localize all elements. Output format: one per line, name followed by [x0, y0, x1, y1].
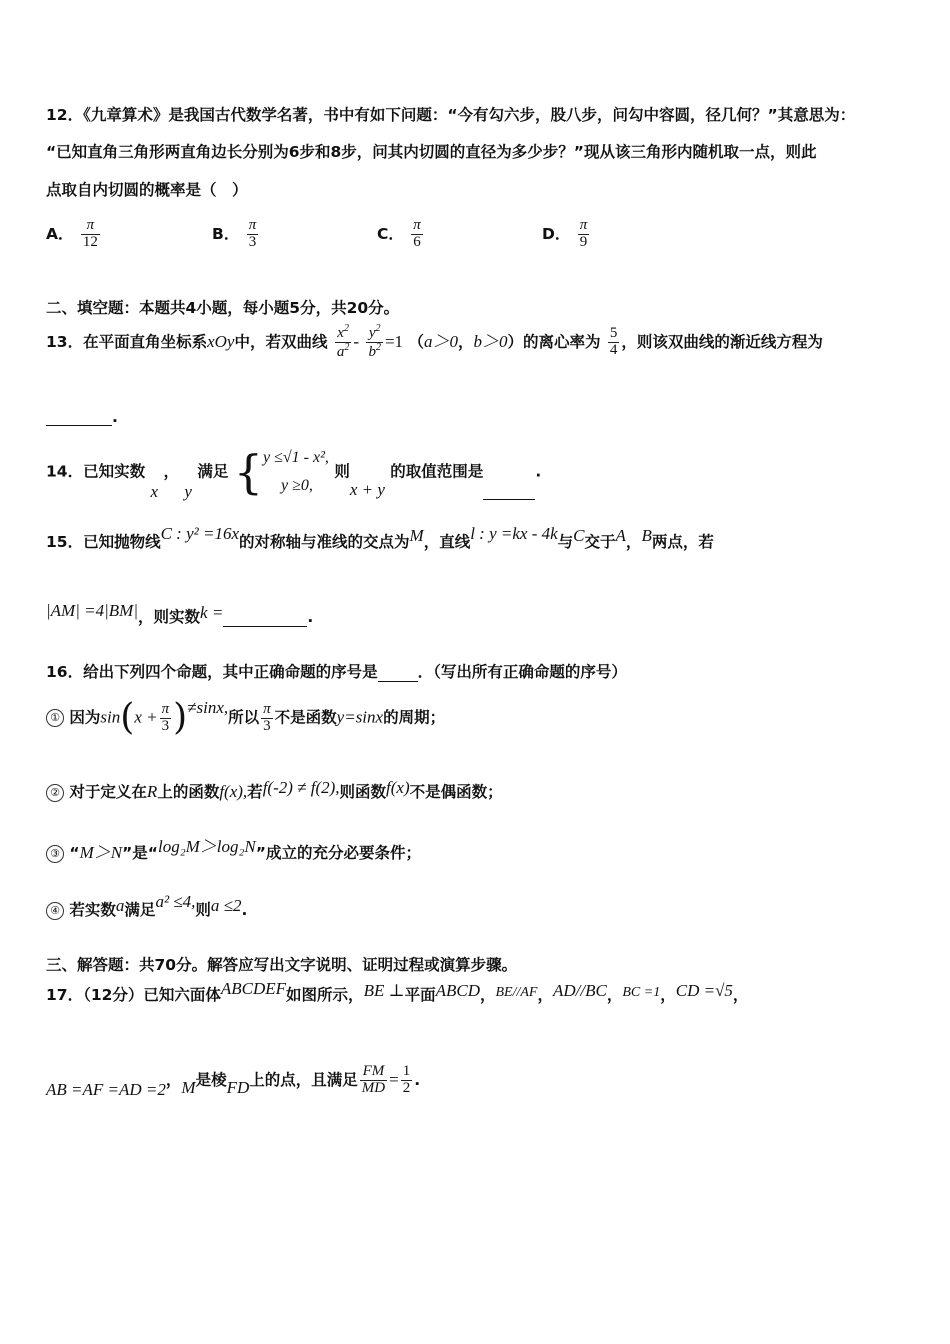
q12-line1: 12．《九章算术》是我国古代数学名著，书中有如下问题：“今有勾六步，股八步，问勾中容圆，径几何？”其意思为： [46, 106, 856, 124]
q17-line2: AB =AF =AD =2，M是棱FD上的点，且满足 $\frac{FM}{MD}$ = $\frac{1}{2}$ . [46, 1063, 421, 1099]
fraction: $\frac{\pi}{6}$ [413, 217, 421, 250]
answer-blank[interactable] [223, 626, 307, 627]
q12-option-a[interactable]: A． $\frac{\pi}{12}$ [46, 217, 98, 250]
circled-number: ④ [46, 902, 64, 920]
system-brace: { [233, 445, 264, 499]
q17-line1: 17．（12分）已知六面体ABCDEF如图所示，BE ⊥平面ABCD，BE//AF，AD//BC，BC =1，CD =√5， [46, 979, 749, 1004]
q12-option-d[interactable]: D． $\frac{\pi}{9}$ [542, 217, 588, 250]
q14: 14．已知实数 x ， y 满足 { y ≤√1 - x², y ≥0, 则x + y 的取值范围是 . [46, 445, 542, 501]
circled-number: ③ [46, 845, 64, 863]
fraction-eccentricity: $\frac{5}{4}$ [609, 325, 618, 358]
fraction-fm-md: $\frac{FM}{MD}$ [361, 1063, 386, 1096]
q15: 15．已知抛物线C : y² =16x的对称轴与准线的交点为M，直线l : y =kx - 4k与C交于A，B两点，若 [46, 524, 714, 551]
q12-option-c[interactable]: C． $\frac{\pi}{6}$ [377, 217, 421, 250]
q15-condition: |AM| =4|BM|，则实数k = . [46, 601, 314, 626]
fraction-one-half: $\frac{1}{2}$ [402, 1063, 411, 1096]
circled-number: ② [46, 784, 64, 802]
section-heading-fill-in: 二、填空题：本题共4小题，每小题5分，共20分。 [46, 299, 400, 317]
fraction: $\frac{\pi}{12}$ [82, 217, 98, 250]
q16-stem: 16．给出下列四个命题，其中正确命题的序号是 ．（写出所有正确命题的序号） [46, 663, 627, 681]
section-heading-solutions: 三、解答题：共70分。解答应写出文字说明、证明过程或演算步骤。 [46, 956, 518, 974]
q16-proposition-1: ① 因为sin(x + $\frac{\pi}{3}$ )≠sinx,所以 $\frac{\pi}{3}$ 不是函数y=sinx的周期； [46, 700, 445, 736]
fraction: $\frac{\pi}{9}$ [579, 217, 588, 250]
answer-blank[interactable] [46, 425, 112, 426]
fraction-pi-3: $\frac{\pi}{3}$ [161, 700, 170, 734]
fraction-pi-3: $\frac{\pi}{3}$ [263, 700, 271, 734]
q12-line2: “已知直角三角形两直角边长分别为6步和8步，问其内切圆的直径为多少步？”现从该三角形内随机取一点，则此 [46, 143, 817, 161]
q12-option-b[interactable]: B． $\frac{\pi}{3}$ [212, 217, 257, 250]
answer-blank[interactable] [378, 681, 418, 682]
fraction-x2-a2: $\frac{x^2}{a^2}$ [336, 323, 350, 360]
circled-number: ① [46, 709, 64, 727]
fraction: $\frac{\pi}{3}$ [248, 217, 257, 250]
answer-blank[interactable] [483, 499, 535, 500]
q16-proposition-4: ④ 若实数a满足a² ≤4,则a ≤2. [46, 898, 247, 920]
fraction-y2-b2: $\frac{y^2}{b^2}$ [368, 323, 381, 360]
inequality-system: y ≤√1 - x², y ≥0, [263, 449, 329, 494]
q16-proposition-3: ③ “M＞N”是“log₂M＞log₂N”成立的充分必要条件； [46, 838, 421, 863]
q13-answer-line: . [46, 408, 118, 426]
q16-proposition-2: ② 对于定义在R上的函数f(x),若f(-2) ≠ f(2),则函数f(x)不是偶函数； [46, 780, 503, 802]
q12-line3: 点取自内切圆的概率是（ ） [46, 181, 248, 199]
q13: 13．在平面直角坐标系xOy中，若双曲线 $\frac{x^2}{a^2}$ - $\frac{y^2}{b^2}$ =1 （a＞0，b＞0）的离心率为 $\frac{5}{4}$ ，则该双曲线的渐近线方程为 [46, 323, 823, 360]
